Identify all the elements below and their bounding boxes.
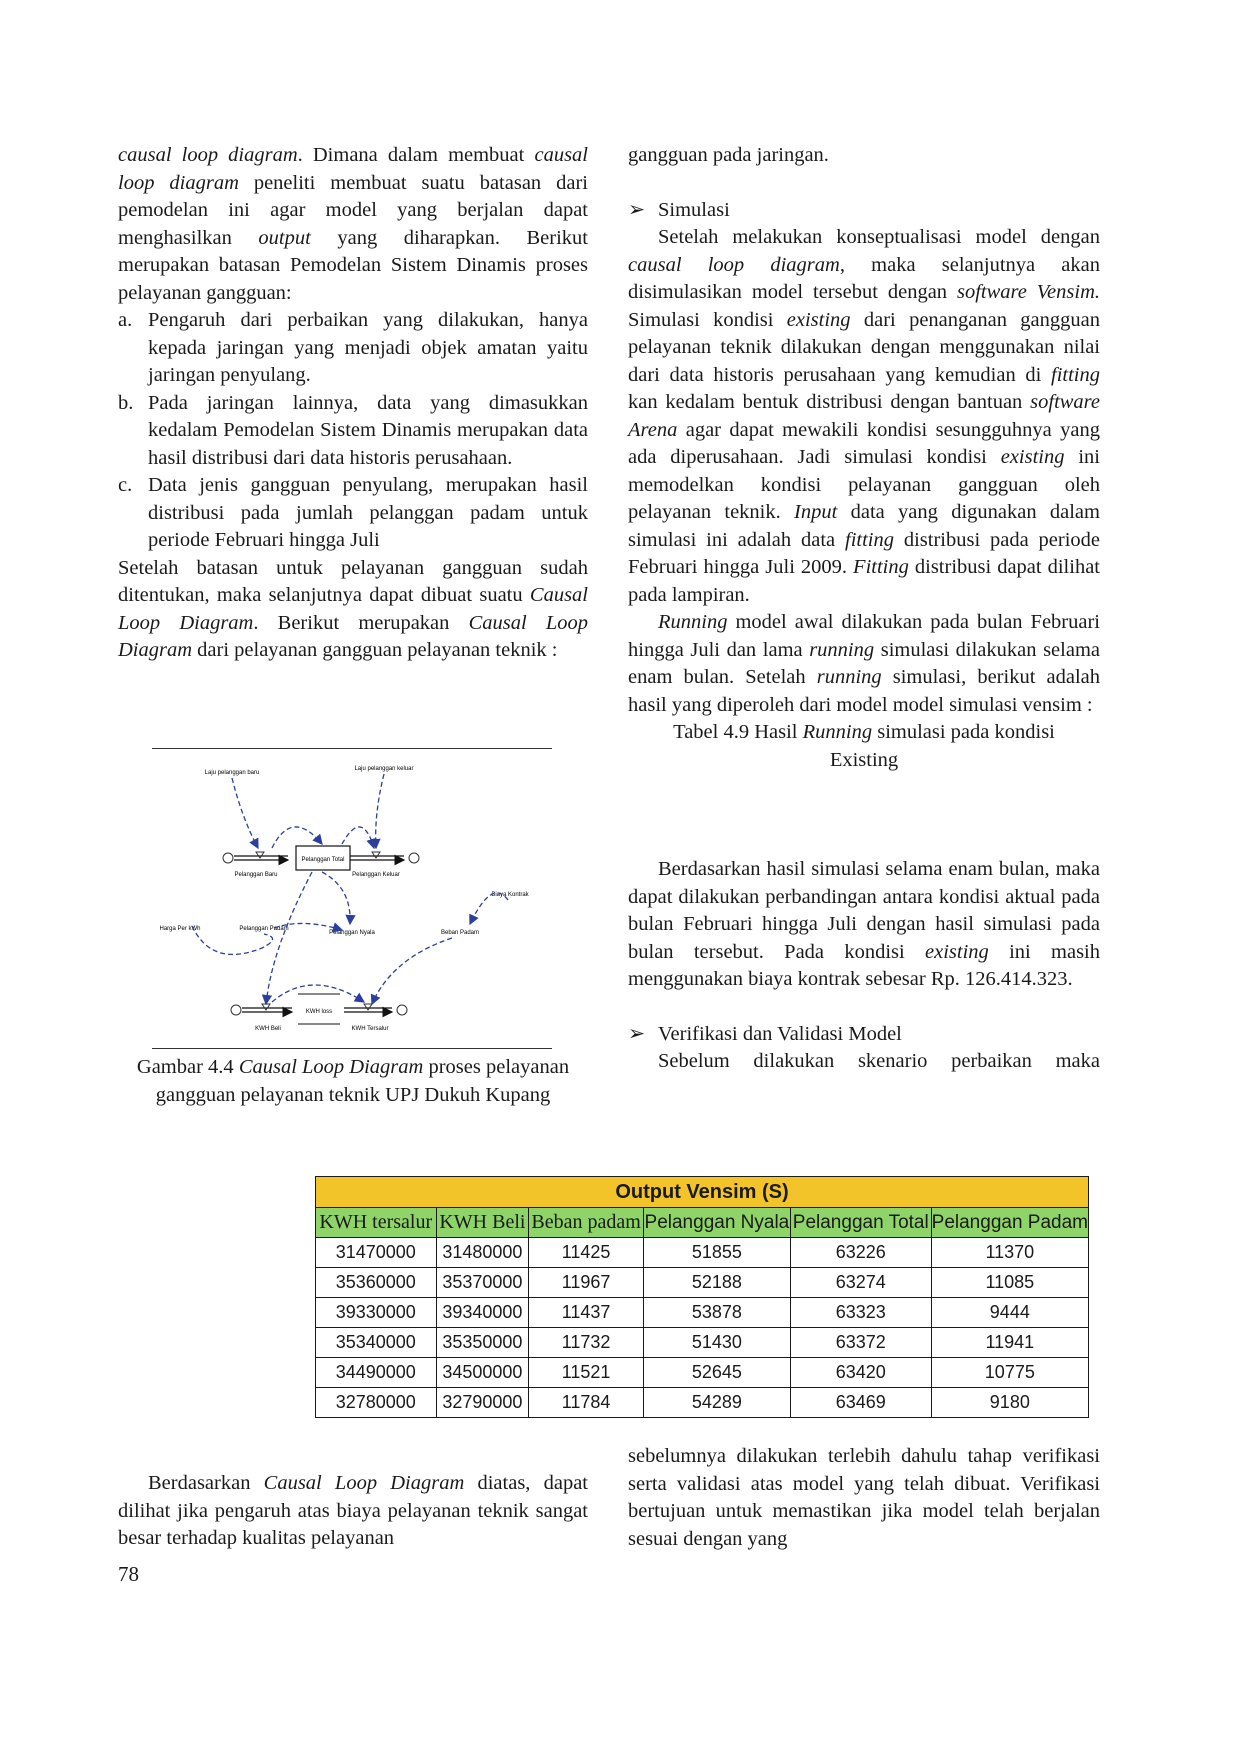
table-cell: 34490000: [316, 1358, 437, 1388]
list-item: a. Pengaruh dari perbaikan yang dilakukan, hanya kepada jaringan yang menjadi objek amatan yaitu jaringan penyulang.: [118, 309, 588, 386]
arrow-bullet-icon: ➢: [628, 198, 646, 221]
table-cell: 31480000: [436, 1238, 529, 1268]
table-cell: 11784: [529, 1388, 644, 1418]
table-row: [316, 1298, 1089, 1328]
page-number: 78: [118, 1562, 139, 1586]
sink-cloud-icon: [409, 853, 419, 863]
list-item: c. Data jenis gangguan penyulang, merupakan hasil distribusi pada jumlah pelanggan padam untuk periode Februari hingga Juli: [118, 474, 588, 551]
valve-icon: [262, 1004, 270, 1010]
table-row: [316, 1238, 1089, 1268]
table-cell: 35350000: [436, 1328, 529, 1358]
valve-icon: [364, 1004, 372, 1010]
paragraph-running: Running model awal dilakukan pada bulan Februari hingga Juli dan lama running simulasi dilakukan selama enam bulan. Setelah running simulasi, berikut adalah hasil yang diperoleh dari model model simulasi vensim :: [628, 611, 1100, 716]
table-row: [316, 1268, 1089, 1298]
table-row: [316, 1328, 1089, 1358]
table-cell: 10775: [931, 1358, 1088, 1388]
list-item: b. Pada jaringan lainnya, data yang dimasukkan kedalam Pemodelan Sistem Dinamis merupakan data hasil distribusi dari data historis perusahaan.: [118, 391, 588, 469]
table-cell: 34500000: [436, 1358, 529, 1388]
table-cell: 63226: [790, 1238, 931, 1268]
right-column: [628, 142, 1100, 1076]
left-column: [118, 142, 588, 665]
column-header: KWH tersalur: [316, 1208, 437, 1238]
causal-links: [192, 774, 508, 1004]
table-cell: 39330000: [316, 1298, 437, 1328]
paragraph-simulasi: Setelah melakukan konseptualisasi model dengan causal loop diagram, maka selanjutnya akan disimulasikan model tersebut dengan software Vensim. Simulasi kondisi existing dari penanganan gangguan pelayanan teknik dilakukan dengan menggunakan nilai dari data historis perusahaan yang kemudian di fitting kan kedalam bentuk distribusi dengan bantuan software Arena agar dapat mewakili kondisi sesungguhnya yang ada diperusahaan. Jadi simulasi kondisi existing ini memodelkan kondisi pelayanan gangguan oleh pelayanan teknik. Input data yang digunakan dalam simulasi ini adalah data fitting distribusi pada periode Februari hingga Juli 2009. Fitting distribusi dapat dilihat pada lampiran.: [628, 226, 1101, 606]
table-cell: 63420: [790, 1358, 931, 1388]
column-header: KWH Beli: [436, 1208, 529, 1238]
label-kwh-beli: KWH Beli: [255, 1026, 281, 1032]
column-header: Pelanggan Padam: [931, 1208, 1088, 1238]
paragraph-gangguan: gangguan pada jaringan.: [628, 144, 829, 166]
label-beban-padam: Beban Padam: [440, 930, 480, 936]
paragraph-batasan: causal loop diagram. Dimana dalam membuat causal loop diagram peneliti membuat suatu batasan dari pemodelan ini agar model yang berjalan dapat menghasilkan output yang diharapkan. Berikut merupakan batasan Pemodelan Sistem Dinamis proses pelayanan gangguan:: [118, 144, 588, 304]
table-cell: 11941: [931, 1328, 1088, 1358]
arrow-bullet-icon: ➢: [628, 1022, 646, 1045]
heading-simulasi: ➢ Simulasi: [628, 197, 1100, 225]
source-cloud-icon: [223, 853, 233, 863]
label-laju-pelanggan-keluar: Laju pelanggan keluar: [354, 766, 414, 772]
table-cell: 39340000: [436, 1298, 529, 1328]
table-cell: 51430: [643, 1328, 790, 1358]
heading-verifikasi: ➢ Verifikasi dan Validasi Model: [628, 1021, 1100, 1049]
table-title: Output Vensim (S): [316, 1177, 1089, 1208]
table-caption: Tabel 4.9 Hasil Running simulasi pada kondisi Existing: [673, 721, 1055, 771]
table-cell: 35360000: [316, 1268, 437, 1298]
label-pelanggan-baru: Pelanggan Baru: [234, 872, 278, 878]
label-kwh-tersalur: KWH Tersalur: [351, 1026, 389, 1032]
label-kwh-loss: KWH loss: [305, 1009, 333, 1015]
causal-loop-diagram: [152, 748, 552, 1050]
label-pelanggan-nyala: Pelanggan Nyala: [329, 930, 375, 936]
figure-caption: Gambar 4.4 Causal Loop Diagram proses pelayanan gangguan pelayanan teknik UPJ Dukuh Kupang: [136, 1056, 570, 1106]
label-pelanggan-total: Pelanggan Total: [301, 857, 345, 863]
table-cell: 54289: [643, 1388, 790, 1418]
table-cell: 32790000: [436, 1388, 529, 1418]
table-cell: 32780000: [316, 1388, 437, 1418]
output-vensim-table: [315, 1176, 1089, 1418]
causal-loop-diagram-figure: [152, 748, 552, 1050]
label-pelanggan-padam: Pelanggan Padam: [239, 926, 289, 932]
table-row: [316, 1388, 1089, 1418]
figure-bottom-rule: [152, 1048, 552, 1049]
paragraph-setelah-batasan: Setelah batasan untuk pelayanan gangguan sudah ditentukan, maka selanjutnya dapat dibuat suatu Causal Loop Diagram. Berikut merupakan Causal Loop Diagram dari pelayanan gangguan pelayanan teknik :: [118, 556, 589, 661]
table-cell: 63372: [790, 1328, 931, 1358]
valve-icon: [256, 852, 264, 858]
label-biaya-kontrak: Biaya Kontrak: [491, 892, 529, 898]
table-cell: 9180: [931, 1388, 1088, 1418]
table-cell: 11085: [931, 1268, 1088, 1298]
table-header-row: [316, 1208, 1089, 1238]
table-cell: 51855: [643, 1238, 790, 1268]
source-cloud-icon: [231, 1005, 241, 1015]
lower-stock-flow: [231, 994, 407, 1032]
table-cell: 31470000: [316, 1238, 437, 1268]
table-cell: 11732: [529, 1328, 644, 1358]
table-cell: 11521: [529, 1358, 644, 1388]
table-cell: 63323: [790, 1298, 931, 1328]
table-cell: 35340000: [316, 1328, 437, 1358]
column-header: Beban padam: [529, 1208, 644, 1238]
table-cell: 11370: [931, 1238, 1088, 1268]
column-header: Pelanggan Nyala: [643, 1208, 790, 1238]
label-pelanggan-keluar: Pelanggan Keluar: [352, 872, 400, 878]
column-header: Pelanggan Total: [790, 1208, 931, 1238]
upper-stock-flow: [223, 846, 419, 878]
table-cell: 52188: [643, 1268, 790, 1298]
table-cell: 63469: [790, 1388, 931, 1418]
table-cell: 52645: [643, 1358, 790, 1388]
paragraph-berdasarkan-cld: Berdasarkan Causal Loop Diagram diatas, dapat dilihat jika pengaruh atas biaya pelayanan teknik sangat besar terhadap kualitas pelayanan: [118, 1472, 589, 1549]
table-cell: 9444: [931, 1298, 1088, 1328]
label-laju-pelanggan-baru: Laju pelanggan baru: [204, 770, 260, 776]
paragraph-berdasarkan-hasil: Berdasarkan hasil simulasi selama enam bulan, maka dapat dilakukan perbandingan antara kondisi aktual pada bulan Februari hingga Juli dengan hasil simulasi pada bulan tersebut. Pada kondisi existing ini masih menggunakan biaya kontrak sebesar Rp. 126.414.323.: [628, 858, 1101, 990]
paragraph-verifikasi-start: Sebelum dilakukan skenario perbaikan maka: [658, 1050, 1100, 1072]
table-cell: 11967: [529, 1268, 644, 1298]
sink-cloud-icon: [397, 1005, 407, 1015]
paragraph-verifikasi-continued: sebelumnya dilakukan terlebih dahulu tahap verifikasi serta validasi atas model yang telah dibuat. Verifikasi bertujuan untuk memastikan jika model telah berjalan sesuai dengan yang: [628, 1445, 1100, 1550]
table-cell: 63274: [790, 1268, 931, 1298]
table-cell: 35370000: [436, 1268, 529, 1298]
table-cell: 53878: [643, 1298, 790, 1328]
valve-icon: [372, 852, 380, 858]
table-cell: 11437: [529, 1298, 644, 1328]
table-row: [316, 1358, 1089, 1388]
table-cell: 11425: [529, 1238, 644, 1268]
label-harga-perkwh: Harga Per kWh: [159, 926, 201, 932]
